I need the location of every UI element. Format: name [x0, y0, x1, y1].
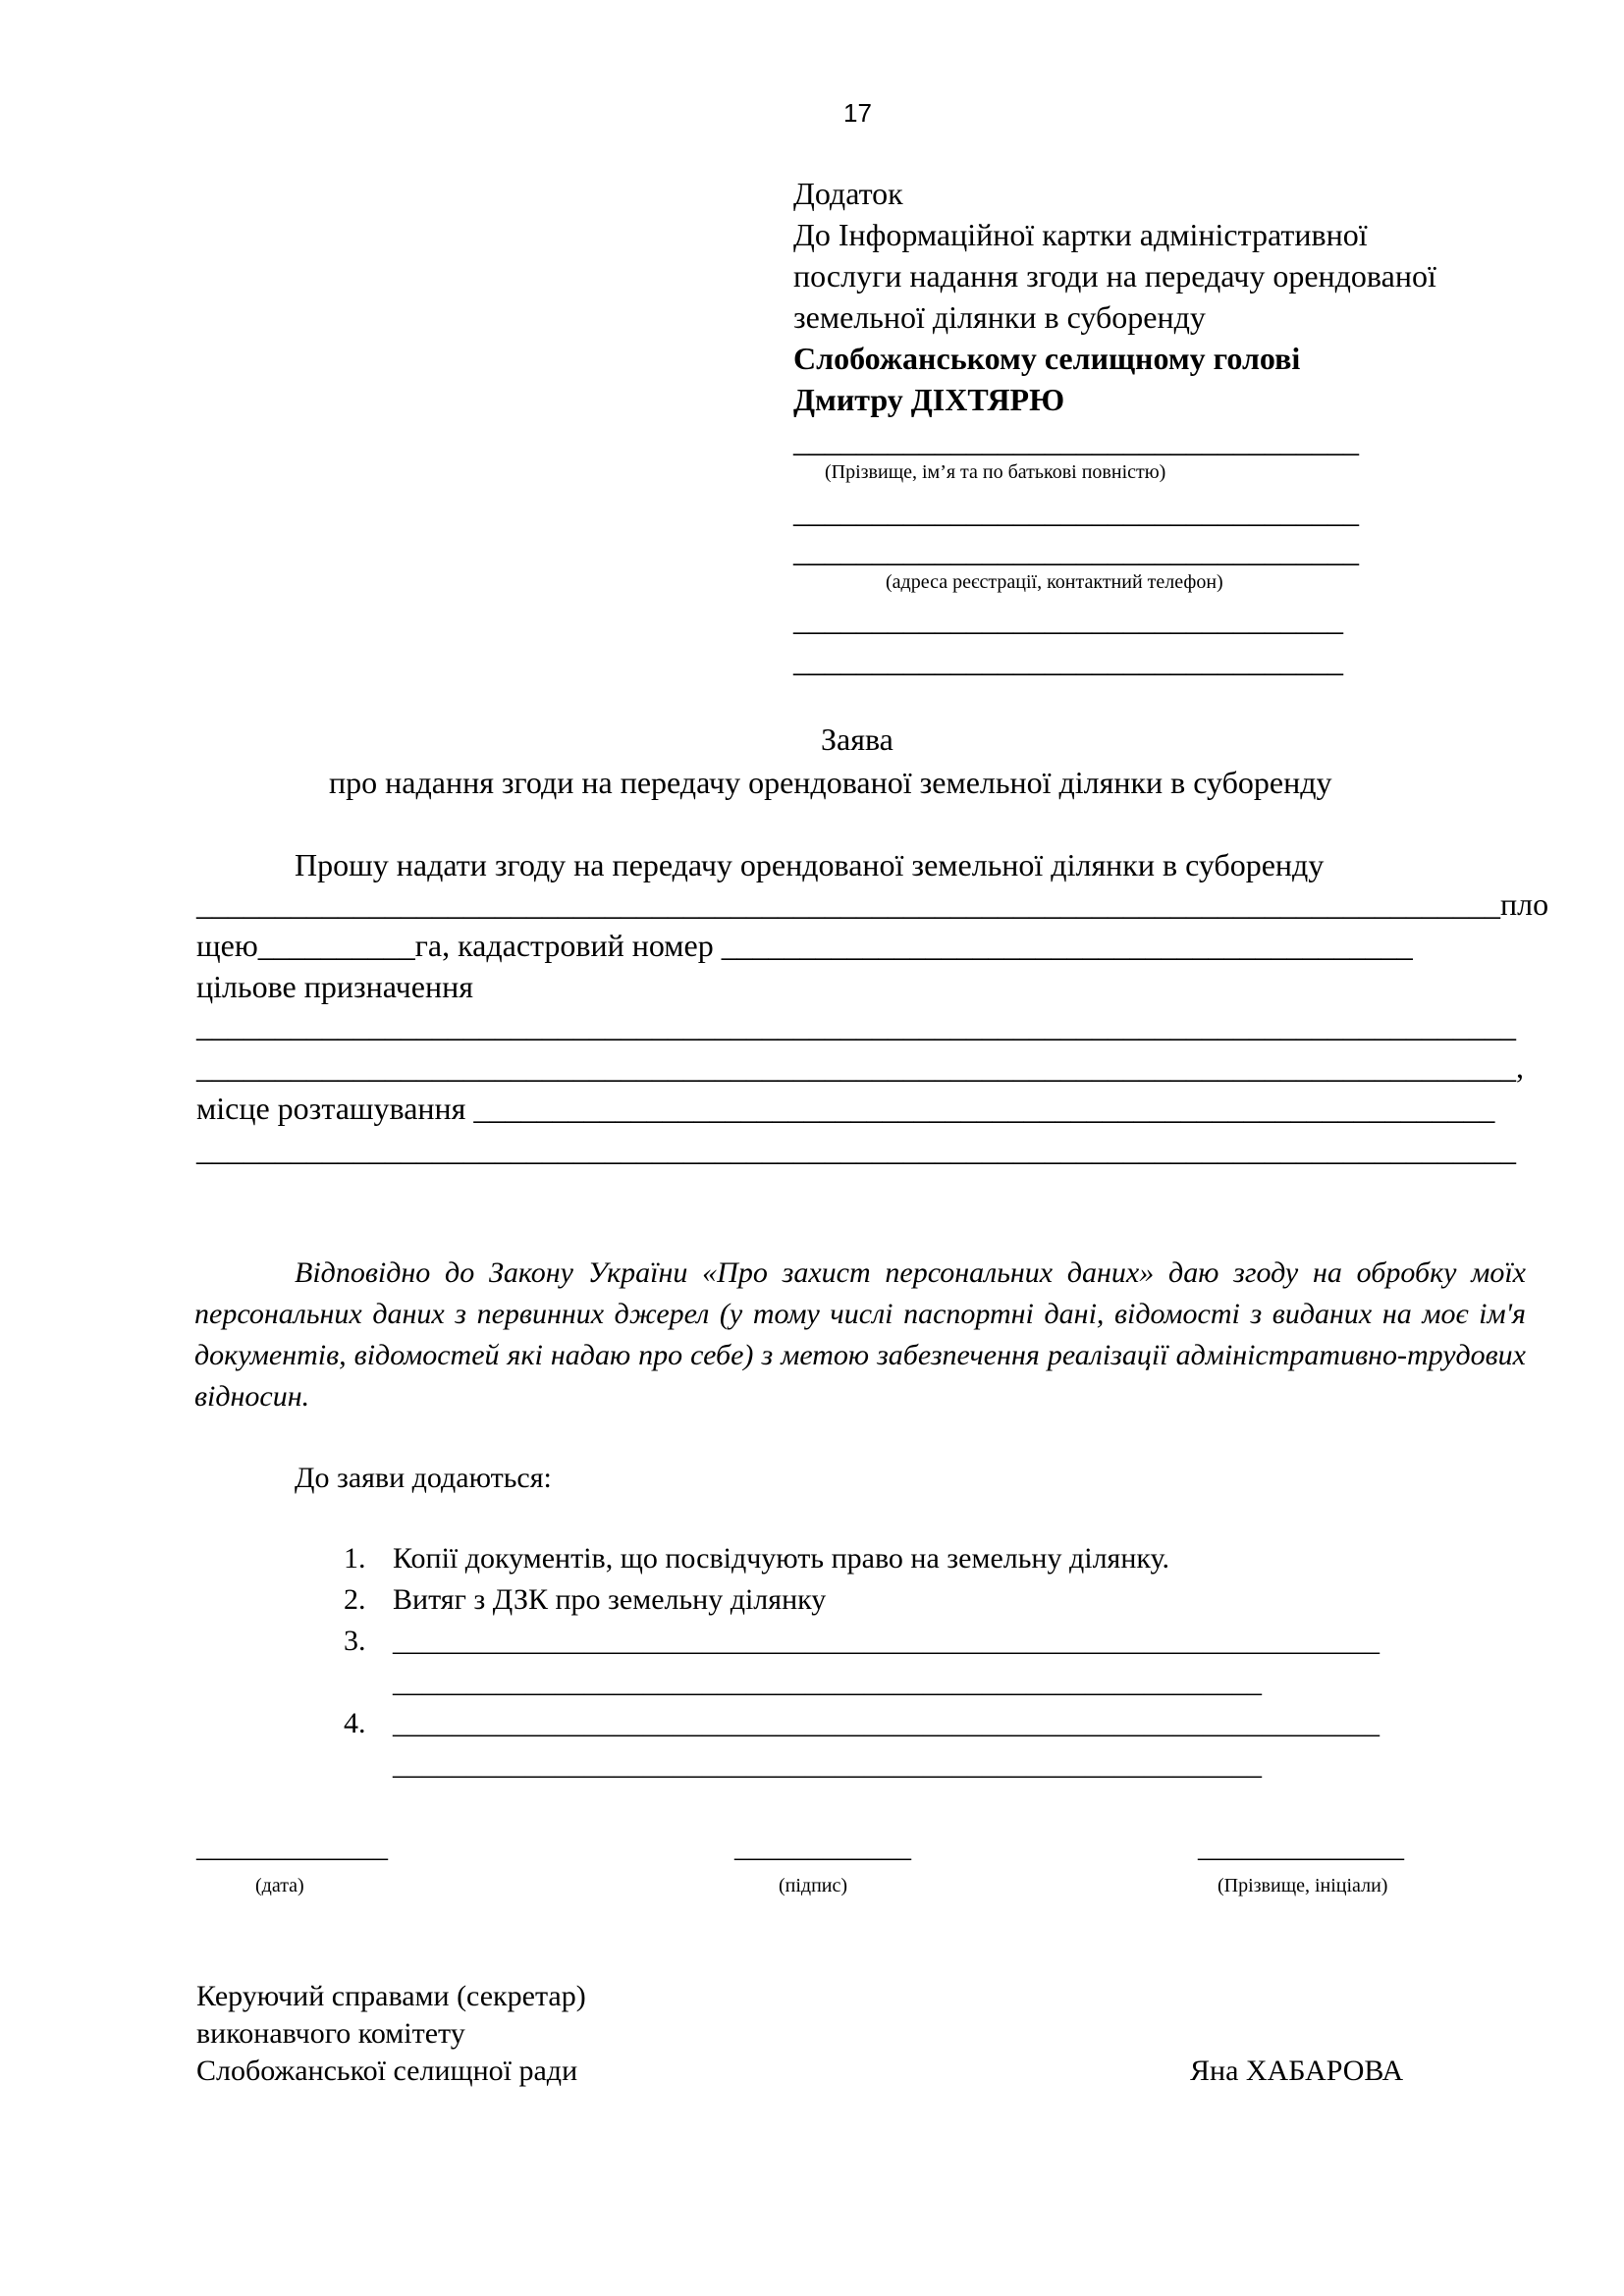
recipient-name: Дмитру ДІХТЯРЮ: [793, 382, 1065, 417]
document-subtitle: про надання згоди на передачу орендованої земельної ділянки в суборенду: [329, 765, 1332, 800]
surname-initials-field[interactable]: ______________: [1198, 1831, 1404, 1863]
attachment-3-field-cont[interactable]: ___________________________________________________________: [393, 1666, 1262, 1698]
document-title: Заява: [821, 721, 893, 757]
applicant-name-hint: (Прізвище, ім’я та по батькові повністю): [825, 461, 1166, 483]
location-field[interactable]: місце розташування _________________________________________________________________: [196, 1091, 1495, 1126]
appendix-label: Додаток: [793, 176, 903, 211]
attachment-3-field[interactable]: ___________________________________________________________________: [393, 1625, 1380, 1657]
page-number: 17: [843, 98, 872, 128]
location-field-2[interactable]: ____________________________________________________________________________________: [196, 1132, 1516, 1167]
appendix-line-2: послуги надання згоди на передачу орендованої: [793, 258, 1436, 294]
attachment-4-field[interactable]: ___________________________________________________________________: [393, 1707, 1380, 1739]
appendix-line-3: земельної ділянки в суборенду: [793, 299, 1206, 335]
footer-position-line-3: Слобожанської селищної ради: [196, 2055, 578, 2087]
applicant-name-field[interactable]: ____________________________________: [793, 423, 1359, 458]
date-field[interactable]: _____________: [196, 1831, 388, 1863]
applicant-address-field-1[interactable]: ____________________________________: [793, 494, 1359, 529]
plot-area-field-line-a[interactable]: ___________________________________________________________________________________пло: [196, 886, 1549, 922]
signature-field[interactable]: ____________: [734, 1831, 911, 1863]
attachment-3-number: 3.: [344, 1625, 366, 1657]
attachment-4-number: 4.: [344, 1707, 366, 1739]
attachment-1-number: 1.: [344, 1542, 366, 1575]
purpose-field-2[interactable]: ____________________________________________________________________________________,: [196, 1049, 1524, 1085]
signature-label: (підпис): [779, 1875, 848, 1896]
applicant-extra-field-2[interactable]: ___________________________________: [793, 643, 1343, 678]
attachment-1-text: Копії документів, що посвідчують право на земельну ділянку.: [393, 1542, 1170, 1575]
attachment-2-text: Витяг з ДЗК про земельну ділянку: [393, 1583, 827, 1616]
purpose-label: цільове призначення: [196, 969, 473, 1004]
purpose-field-1[interactable]: ____________________________________________________________________________________: [196, 1008, 1516, 1043]
attachment-4-field-cont[interactable]: ___________________________________________________________: [393, 1748, 1262, 1781]
footer-position-line-2: виконавчого комітету: [196, 2017, 465, 2050]
request-text: Прошу надати згоду на передачу орендованої земельної ділянки в суборенду: [295, 847, 1325, 882]
appendix-line-1: До Інформаційної картки адміністративної: [793, 217, 1368, 252]
attachment-2-number: 2.: [344, 1583, 366, 1616]
applicant-address-field-2[interactable]: ____________________________________: [793, 533, 1359, 568]
applicant-extra-field-1[interactable]: ___________________________________: [793, 602, 1343, 637]
applicant-address-hint: (адреса реєстрації, контактний телефон): [886, 571, 1223, 593]
footer-signatory-name: Яна ХАБАРОВА: [1190, 2055, 1404, 2087]
footer-position-line-1: Керуючий справами (секретар): [196, 1980, 586, 2012]
plot-area-cadastral-field[interactable]: щею__________га, кадастровий номер ____________________________________________: [196, 928, 1413, 963]
attachments-label: До заяви додаються:: [295, 1462, 552, 1494]
recipient-title: Слобожанському селищному голові: [793, 341, 1301, 376]
personal-data-consent: Відповідно до Закону України «Про захист персональних даних» даю згоду на обробку моїх персональних даних з первинних джерел (у тому числі паспортні дані, відомості з виданих на моє ім'я документів, відомостей які надаю про себе) з метою забезпечення реалізації адміністративно-трудових відносин.: [194, 1256, 1526, 1413]
surname-initials-label: (Прізвище, ініціали): [1218, 1875, 1388, 1896]
date-label: (дата): [255, 1875, 304, 1896]
